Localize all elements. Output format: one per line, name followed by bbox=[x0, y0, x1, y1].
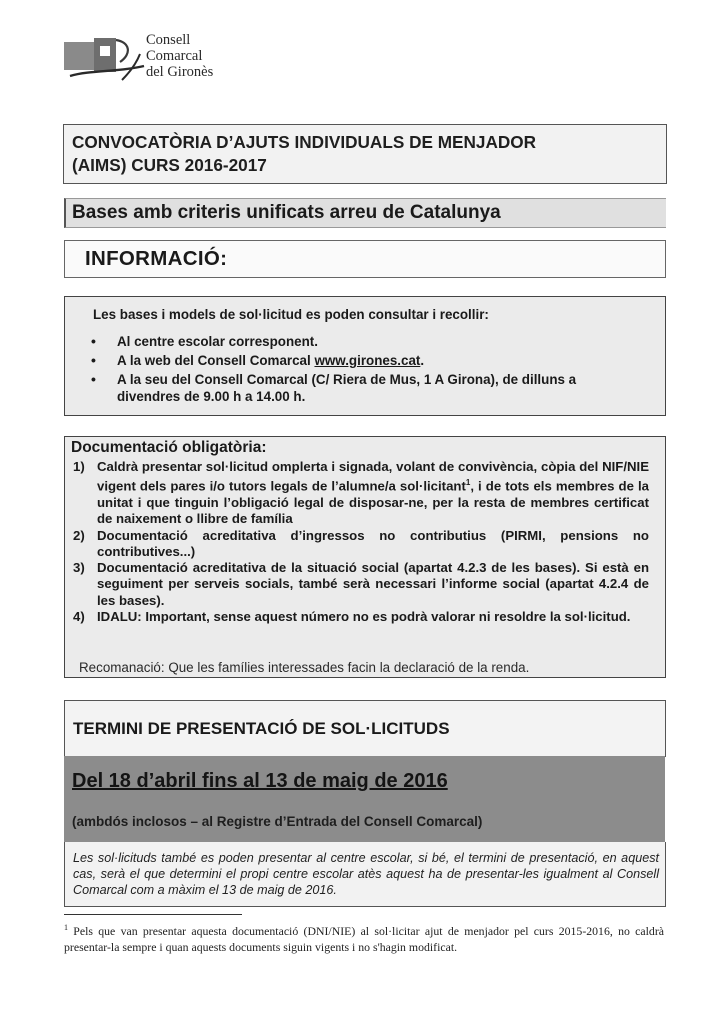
logo-text bbox=[146, 32, 213, 80]
recommendation-text: Recomanació: Que les famílies interessades facin la declaració de la renda. bbox=[79, 660, 530, 675]
consult-item-web-prefix: A la web del Consell Comarcal bbox=[117, 353, 315, 368]
logo-line-1: Consell bbox=[146, 32, 191, 48]
logo-line-2: Comarcal bbox=[146, 48, 203, 64]
consult-list bbox=[91, 333, 641, 407]
consult-intro: Les bases i models de sol·licitud es poden consultar i recollir: bbox=[93, 307, 489, 322]
documentation-item-number: 4) bbox=[73, 609, 85, 625]
deadline-note-box bbox=[64, 842, 666, 907]
consult-item-office: • A la seu del Consell Comarcal (C/ Riera de Mus, 1 A Girona), de dilluns a divendres de 9.00 h a 14.00 h. bbox=[91, 371, 641, 405]
deadline-note: Les sol·licituds també es poden presentar al centre escolar, si bé, el termini de presentació, en aquest cas, serà el que determini el propi centre escolar atès aquest ha de presentar-les igualment al Consell Comarcal com a màxim el 13 de maig de 2016. bbox=[73, 851, 659, 897]
deadline-dates-band bbox=[64, 756, 665, 842]
footnote bbox=[64, 920, 664, 955]
documentation-box bbox=[64, 436, 666, 678]
footnote-divider bbox=[64, 914, 242, 915]
documentation-item-text-b: , i de tots els membres de la unitat i que tinguin l’obligació legal de disposar-ne, per la resta de membres certificat de naixement o llibre de família bbox=[97, 478, 649, 527]
info-heading: INFORMACIÓ: bbox=[85, 247, 228, 270]
documentation-item-number: 3) bbox=[73, 560, 85, 576]
deadline-heading-box bbox=[64, 700, 666, 757]
document-title-box bbox=[63, 124, 667, 184]
web-link[interactable]: www.girones.cat bbox=[314, 353, 421, 368]
logo-line-3: del Gironès bbox=[146, 64, 214, 80]
documentation-item bbox=[73, 459, 649, 528]
title-line-2: (AIMS) CURS 2016-2017 bbox=[72, 155, 267, 175]
consult-box bbox=[64, 296, 666, 416]
document-title bbox=[72, 131, 658, 177]
documentation-item-text-a: Caldrà presentar sol·licitud omplerta i signada, volant de convivència, còpia del NIF/NIE vigent dels pares i/o tutors legals de l’alumne/a sol·licitant bbox=[97, 459, 649, 494]
documentation-item-text: Documentació acreditativa d’ingressos no contributius (PIRMI, pensions no contributives...) bbox=[97, 527, 649, 559]
consult-item-web bbox=[91, 352, 641, 369]
bases-text: Bases amb criteris unificats arreu de Catalunya bbox=[72, 202, 501, 223]
documentation-item bbox=[73, 560, 649, 609]
documentation-item-number: 1) bbox=[73, 459, 85, 474]
documentation-item bbox=[73, 528, 649, 561]
consult-item-school: • Al centre escolar corresponent. bbox=[91, 333, 641, 350]
deadline-heading: TERMINI DE PRESENTACIÓ DE SOL·LICITUDS bbox=[73, 719, 450, 738]
consult-item-web-suffix: . bbox=[420, 353, 425, 368]
bases-banner bbox=[64, 198, 666, 228]
footnote-text: Pels que van presentar aquesta documentació (DNI/NIE) al sol·licitar ajut de menjador pel curs 2015-2016, no caldrà presentar-la sempre i quan aquests documents siguin vigents i no s'hagin modificat. bbox=[64, 923, 664, 954]
documentation-item-number: 2) bbox=[73, 527, 85, 543]
documentation-item-text: IDALU: Important, sense aquest número no es podrà valorar ni resoldre la sol·licitud. bbox=[97, 609, 631, 625]
info-heading-box bbox=[64, 240, 666, 278]
documentation-heading: Documentació obligatòria: bbox=[71, 439, 267, 456]
documentation-item-text: Documentació acreditativa de la situació social (apartat 4.2.3 de les bases). Si està en seguiment per serveis socials, també serà necessari l’informe social (apartat 4.2.4 de les bases). bbox=[97, 560, 649, 608]
consell-comarcal-emblem-icon bbox=[60, 36, 148, 84]
footnote-number: 1 bbox=[64, 923, 68, 932]
title-line-1: CONVOCATÒRIA D’AJUTS INDIVIDUALS DE MENJADOR bbox=[72, 132, 537, 152]
documentation-item bbox=[73, 609, 649, 625]
deadline-inclusive-note: (ambdós inclosos – al Registre d’Entrada del Consell Comarcal) bbox=[72, 814, 483, 829]
consell-comarcal-logo bbox=[60, 30, 230, 88]
documentation-list bbox=[73, 459, 649, 625]
deadline-dates: Del 18 d’abril fins al 13 de maig de 2016 bbox=[72, 770, 448, 792]
footnote-reference: 1 bbox=[465, 478, 471, 488]
